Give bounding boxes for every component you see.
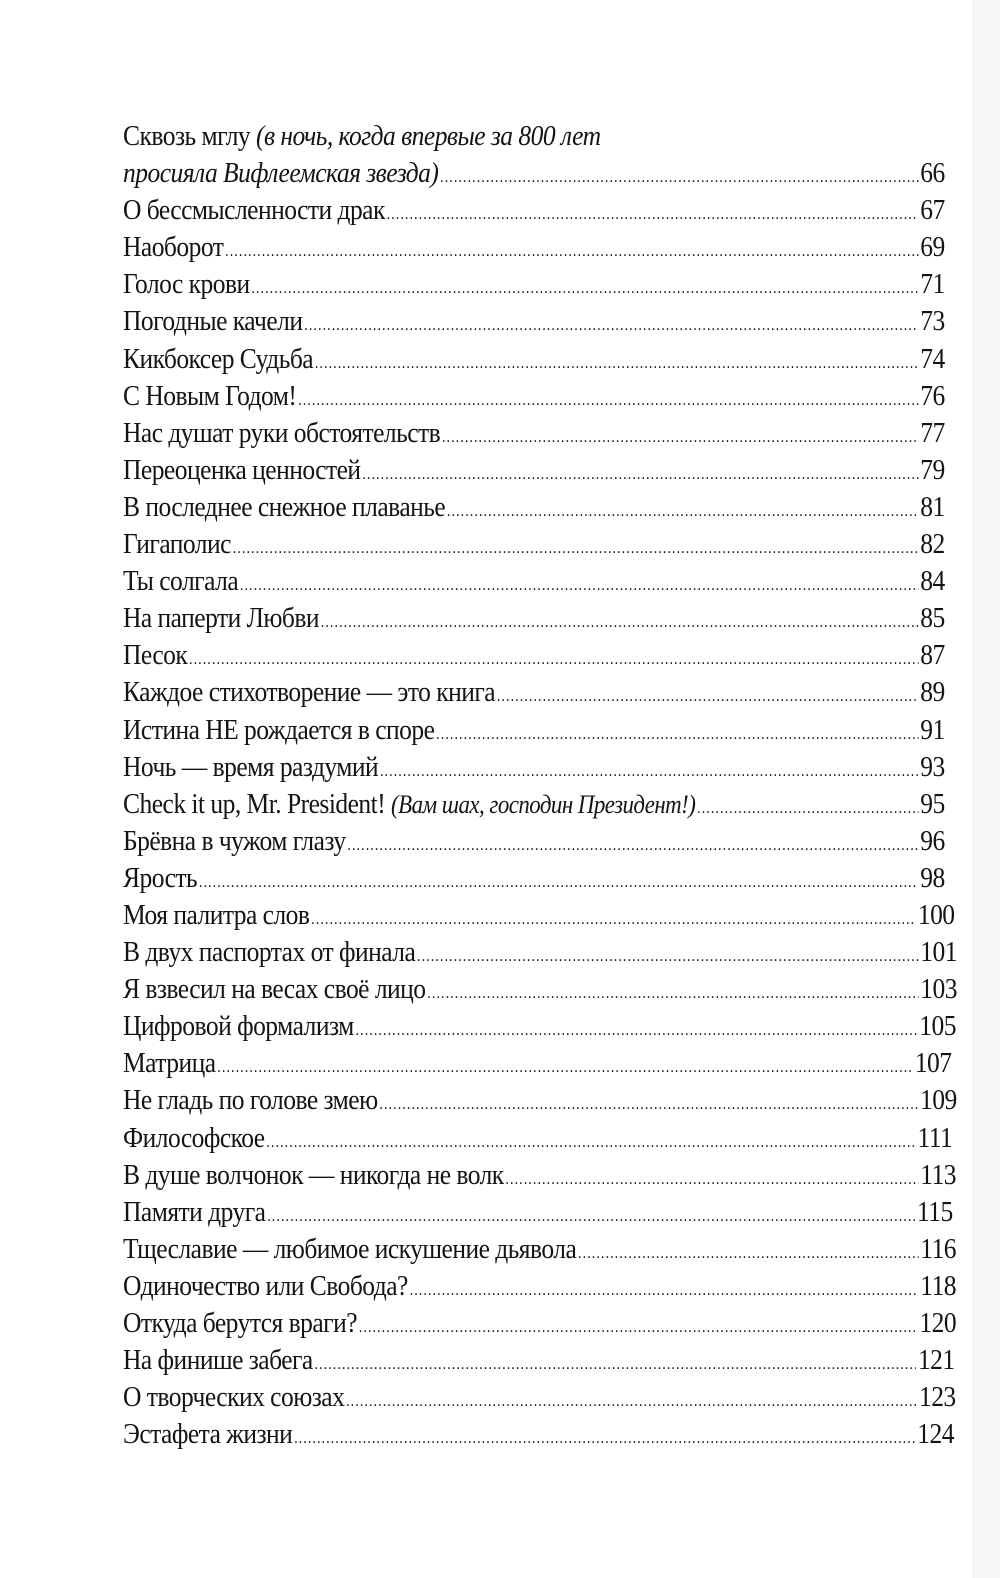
leader-dots [410, 1272, 919, 1309]
leader-dots [304, 307, 918, 344]
page-edge [972, 0, 1000, 1578]
toc-page-number: 105 [919, 1010, 956, 1043]
toc-entry-title [123, 1231, 576, 1268]
toc-entry-title [123, 823, 346, 860]
toc-page-number: 96 [920, 824, 945, 857]
toc-entry-title [123, 1305, 357, 1342]
toc-entry [123, 1379, 956, 1416]
toc-entry [123, 749, 945, 786]
toc-entry [123, 1120, 953, 1157]
leader-dots [267, 1198, 915, 1235]
toc-entry-title [123, 1194, 265, 1231]
toc-page-number: 120 [919, 1307, 957, 1339]
toc-page-number: 82 [920, 528, 945, 561]
toc-title-text: Не гладь по голове змею [123, 1084, 378, 1117]
toc-page-number: 67 [920, 194, 945, 227]
toc-title-text: Откуда берутся враги? [123, 1307, 358, 1339]
leader-dots [240, 567, 919, 604]
toc-entry-title [123, 897, 309, 934]
leader-dots [311, 901, 916, 938]
toc-title-text: О бессмысленности драк [123, 194, 385, 227]
toc-entry-title [123, 971, 426, 1008]
leader-dots [251, 270, 918, 307]
toc-title-text: Сквозь мглу [123, 120, 251, 152]
toc-entry [123, 1231, 957, 1268]
toc-entry-title [123, 378, 296, 415]
toc-entry [123, 1008, 956, 1045]
toc-title-text: В последнее снежное плаванье [123, 490, 446, 523]
leader-dots [447, 493, 919, 530]
toc-entry-title [123, 118, 601, 155]
toc-entry [123, 563, 945, 600]
leader-dots [387, 196, 919, 233]
toc-entry-title [123, 192, 385, 229]
toc-entry-title [123, 266, 250, 303]
toc-entry-title [123, 860, 197, 897]
leader-dots [217, 1049, 913, 1086]
toc-title-text: Check it up, Mr. President! [123, 787, 386, 820]
toc-entry-title [123, 712, 434, 749]
toc-page-number: 121 [917, 1344, 955, 1377]
toc-entry [123, 1305, 957, 1342]
leader-dots [505, 1161, 918, 1198]
leader-dots [199, 864, 919, 901]
toc-entry [123, 637, 945, 674]
toc-entry-title [123, 786, 695, 823]
leader-dots [189, 641, 919, 678]
toc-title-text: Переоценка ценностей [123, 453, 361, 486]
leader-dots [380, 753, 919, 790]
toc-page-number: 101 [920, 936, 957, 969]
toc-entry [123, 1157, 957, 1194]
toc-entry [123, 452, 945, 489]
toc-entry [123, 1194, 953, 1231]
toc-entry-title [123, 1082, 378, 1119]
toc-entry-title [123, 341, 313, 378]
leader-dots [427, 975, 918, 1012]
toc-title-text: Памяти друга [123, 1195, 266, 1228]
toc-entry [123, 155, 945, 192]
toc-title-text: Ярость [123, 861, 198, 894]
leader-dots [294, 1420, 915, 1457]
toc-page-number: 73 [920, 305, 945, 338]
toc-page-number: 95 [920, 787, 945, 820]
toc-page-number: 111 [917, 1121, 953, 1154]
toc-entry-title [123, 1008, 354, 1045]
toc-page-number: 123 [918, 1381, 956, 1414]
toc-entry [123, 1342, 955, 1379]
toc-entry [123, 266, 945, 303]
toc-entry-title [123, 452, 361, 489]
toc-entry-title [123, 1342, 313, 1379]
toc-entry [123, 1416, 954, 1453]
leader-dots [314, 1346, 916, 1383]
leader-dots [347, 827, 918, 864]
toc-entry [123, 341, 945, 378]
toc-entry [123, 712, 945, 749]
toc-entry [123, 1045, 952, 1082]
toc-entry-subtitle: (Вам шах, господин Президент!) [391, 789, 696, 819]
leader-dots [225, 233, 918, 270]
toc-entry-title [123, 229, 223, 266]
toc-title-text: На финише забега [123, 1344, 313, 1377]
toc-entry-title [123, 1416, 292, 1453]
toc-title-text: Эстафета жизни [123, 1418, 293, 1451]
toc-title-text: С Новым Годом! [123, 379, 297, 412]
toc-title-text: Каждое стихотворение — это книга [123, 676, 496, 709]
toc-page-number: 116 [920, 1232, 957, 1265]
leader-dots [266, 1124, 915, 1161]
toc-title-text: В двух паспортах от финала [123, 936, 416, 969]
toc-title-text: Матрица [123, 1047, 216, 1080]
toc-page-number: 113 [920, 1158, 957, 1191]
toc-title-text: Песок [123, 639, 188, 672]
table-of-contents [123, 118, 957, 1453]
toc-page-number: 115 [916, 1195, 953, 1228]
toc-title-text: Наоборот [123, 231, 224, 264]
toc-entry [123, 526, 945, 563]
toc-entry [123, 860, 945, 897]
toc-page-number: 109 [920, 1084, 957, 1117]
toc-title-text: Брёвна в чужом глазу [123, 824, 346, 857]
toc-page-number: 77 [920, 416, 945, 449]
toc-entry [123, 934, 957, 971]
leader-dots [436, 716, 918, 753]
toc-entry-subtitle: просияла Вифлеемская звезда) [123, 157, 439, 190]
leader-dots [298, 382, 918, 419]
toc-page-number: 84 [920, 565, 945, 598]
toc-entry-title [123, 1268, 408, 1305]
toc-title-text: Цифровой формализм [123, 1010, 354, 1043]
toc-title-text: Истина НЕ рождается в споре [123, 713, 435, 746]
toc-entry [123, 303, 945, 340]
leader-dots [356, 1012, 918, 1049]
toc-title-text: Моя палитра слов [123, 898, 310, 931]
toc-entry-title [123, 674, 495, 711]
toc-entry [123, 1082, 957, 1119]
leader-dots [233, 530, 919, 567]
toc-entry-title [123, 303, 303, 340]
toc-entry [123, 489, 945, 526]
toc-title-text: Ты солгала [123, 565, 239, 598]
toc-page-number: 76 [920, 379, 945, 412]
toc-page-number: 118 [920, 1269, 957, 1302]
leader-dots [497, 678, 919, 715]
toc-page-number: 81 [920, 490, 945, 523]
toc-page-number: 74 [920, 342, 945, 375]
toc-entry [123, 600, 945, 637]
toc-entry-title [123, 600, 319, 637]
toc-entry [123, 674, 945, 711]
toc-title-text: Ночь — время раздумий [123, 750, 379, 783]
leader-dots [379, 1086, 918, 1123]
leader-dots [315, 345, 919, 382]
toc-page-number: 69 [920, 231, 945, 264]
toc-page-number: 100 [917, 898, 955, 931]
toc-title-text: Гигаполис [123, 528, 231, 561]
toc-entry-first-line [123, 118, 938, 155]
toc-title-text: В душе волчонок — никогда не волк [123, 1158, 504, 1191]
toc-page-number: 79 [920, 453, 945, 486]
toc-entry [123, 897, 955, 934]
toc-page-number: 98 [920, 861, 945, 894]
toc-title-text: Нас душат руки обстоятельств [123, 416, 441, 449]
toc-title-text: Погодные качели [123, 305, 303, 338]
toc-title-text: Одиночество или Свобода? [123, 1269, 408, 1302]
toc-title-text: Тщеславие — любимое искушение дьявола [123, 1232, 577, 1265]
toc-page-number: 71 [920, 268, 945, 301]
toc-page-number: 93 [920, 750, 945, 783]
toc-page-number: 103 [920, 973, 957, 1006]
toc-page-number: 89 [920, 676, 945, 709]
toc-entry [123, 378, 945, 415]
toc-page-number: 66 [920, 157, 945, 190]
leader-dots [440, 159, 918, 196]
toc-entry [123, 229, 945, 266]
toc-entry-title [123, 1157, 504, 1194]
toc-entry [123, 1268, 957, 1305]
toc-entry-title [123, 934, 415, 971]
toc-page-number: 107 [914, 1047, 952, 1080]
toc-entry-title [123, 749, 378, 786]
leader-dots [578, 1235, 918, 1272]
leader-dots [697, 790, 918, 827]
toc-entry-title [123, 1045, 216, 1082]
toc-title-text: О творческих союзах [123, 1381, 345, 1414]
leader-dots [346, 1383, 917, 1420]
toc-page-number: 85 [920, 602, 945, 635]
leader-dots [321, 604, 919, 641]
toc-entry-subtitle: (в ночь, когда впервые за 800 лет [256, 120, 601, 152]
toc-title-text: Философское [123, 1121, 265, 1154]
toc-entry-title [123, 637, 187, 674]
toc-entry [123, 971, 957, 1008]
toc-page-number: 124 [917, 1418, 954, 1451]
toc-title-text: Я взвесил на весах своё лицо [123, 973, 426, 1006]
toc-entry [123, 192, 945, 229]
toc-title-text: На паперти Любви [123, 602, 320, 635]
toc-entry [123, 786, 945, 823]
leader-dots [442, 419, 919, 456]
leader-dots [359, 1309, 918, 1346]
toc-entry [123, 415, 945, 452]
toc-entry-title [123, 1120, 265, 1157]
toc-page-number: 87 [920, 639, 945, 672]
toc-title-text: Кикбоксер Судьба [123, 342, 314, 375]
toc-page-number: 91 [920, 713, 945, 746]
toc-entry [123, 823, 945, 860]
toc-entry-title [123, 526, 231, 563]
leader-dots [417, 938, 919, 975]
toc-entry-title [123, 563, 238, 600]
toc-entry-title [123, 489, 445, 526]
leader-dots [362, 456, 918, 493]
toc-title-text: Голос крови [123, 268, 250, 301]
toc-entry-title [123, 415, 440, 452]
toc-entry-title [123, 1379, 344, 1416]
